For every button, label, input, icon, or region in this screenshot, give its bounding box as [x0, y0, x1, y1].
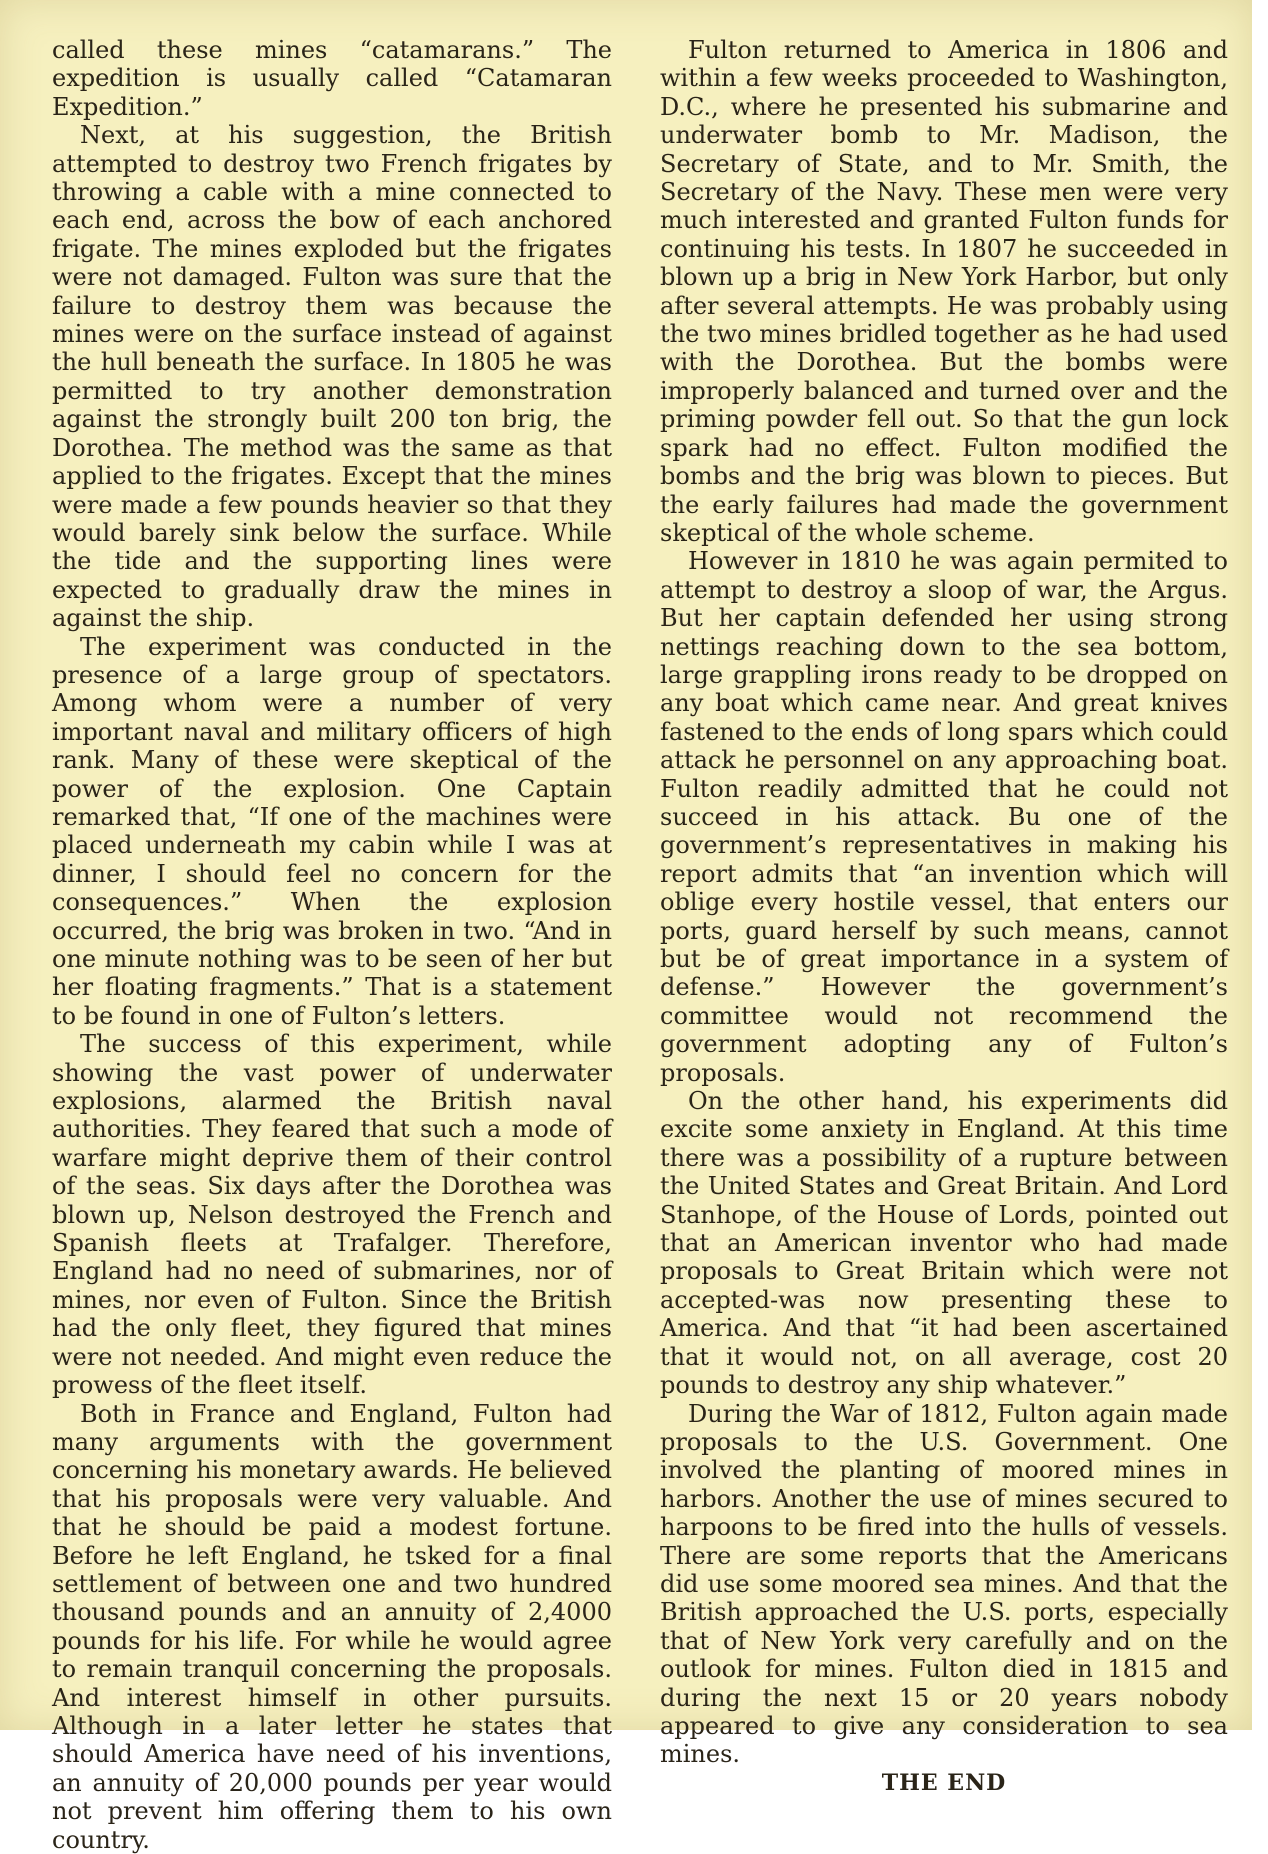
paragraph: Next, at his suggestion, the British attempted to destroy two French frigates by throwing a cable with a mine connected to each end, across the bow of each anchored frigate. The mines exploded but the frigates were not damaged. Fulton was sure that the failure to destroy them was because the mines were on the surface instead of against the hull beneath the surface. In 1805 he was permitted to try another demonstration against the strongly built 200 ton brig, the Dorothea. The method was the same as that applied to the frigates. Except that the mines were made a few pounds heavier so that they would barely sink below the surface. While the tide and the supporting lines were expected to gradually draw the mines in against the ship. [52, 121, 612, 632]
right-column [660, 36, 1228, 1797]
the-end-label: THE END [660, 1769, 1228, 1797]
paragraph: On the other hand, his experiments did excite some anxiety in England. At this time there was a possibility of a rupture between the United States and Great Britain. And Lord Stanhope, of the House of Lords, pointed out that an American inventor who had made proposals to Great Britain which were not accepted-was now presenting these to America. And that “it had been ascertained that it would not, on all average, cost 20 pounds to destroy any ship whatever.” [660, 1087, 1228, 1399]
paragraph: The experiment was conducted in the presence of a large group of spectators. Among whom were a number of very important naval and military officers of high rank. Many of these were skeptical of the power of the explosion. One Captain remarked that, “If one of the machines were placed underneath my cabin while I was at dinner, I should feel no concern for the consequences.” When the explosion occurred, the brig was broken in two. “And in one minute nothing was to be seen of her but her floating fragments.” That is a statement to be found in one of Fulton’s letters. [52, 633, 612, 1031]
paragraph: The success of this experiment, while showing the vast power of underwater explosions, alarmed the British naval authorities. They feared that such a mode of warfare might deprive them of their control of the seas. Six days after the Dorothea was blown up, Nelson destroyed the French and Spanish fleets at Trafalger. Therefore, England had no need of submarines, nor of mines, nor even of Fulton. Since the British had the only fleet, they figured that mines were not needed. And might even reduce the prowess of the fleet itself. [52, 1030, 612, 1399]
paragraph: However in 1810 he was again permited to attempt to destroy a sloop of war, the Argus. But her captain defended her using strong nettings reaching down to the sea bottom, large grappling irons ready to be dropped on any boat which came near. And great knives fastened to the ends of long spars which could attack he personnel on any approaching boat. Fulton readily admitted that he could not succeed in his attack. Bu one of the government’s representatives in making his report admits that “an invention which will oblige every hostile vessel, that enters our ports, guard herself by such means, cannot but be of great importance in a system of defense.” However the government’s committee would not recommend the government adopting any of Fulton’s proposals. [660, 547, 1228, 1087]
paragraph: called these mines “catamarans.” The expedition is usually called “Catamaran Expedition.” [52, 36, 612, 121]
paragraph: During the War of 1812, Fulton again made proposals to the U.S. Government. One involved the planting of moored mines in harbors. Another the use of mines secured to harpoons to be fired into the hulls of vessels. There are some reports that the Americans did use some moored sea mines. And that the British approached the U.S. ports, especially that of New York very carefully and on the outlook for mines. Fulton died in 1815 and during the next 15 or 20 years nobody appeared to give any consideration to sea mines. [660, 1400, 1228, 1769]
left-column [52, 36, 612, 1854]
paragraph: Fulton returned to America in 1806 and within a few weeks proceeded to Washington, D.C., where he presented his submarine and underwater bomb to Mr. Madison, the Secretary of State, and to Mr. Smith, the Secretary of the Navy. These men were very much interested and granted Fulton funds for continuing his tests. In 1807 he succeeded in blown up a brig in New York Harbor, but only after several attempts. He was probably using the two mines bridled together as he had used with the Dorothea. But the bombs were improperly balanced and turned over and the priming powder fell out. So that the gun lock spark had no effect. Fulton modified the bombs and the brig was blown to pieces. But the early failures had made the government skeptical of the whole scheme. [660, 36, 1228, 547]
paragraph: Both in France and England, Fulton had many arguments with the government concerning his monetary awards. He believed that his proposals were very valuable. And that he should be paid a modest fortune. Before he left England, he tsked for a final settlement of between one and two hundred thousand pounds and an annuity of 2,4000 pounds for his life. For while he would agree to remain tranquil concerning the proposals. And interest himself in other pursuits. Although in a later letter he states that should America have need of his inventions, an annuity of 20,000 pounds per year would not prevent him offering them to his own country. [52, 1400, 612, 1854]
